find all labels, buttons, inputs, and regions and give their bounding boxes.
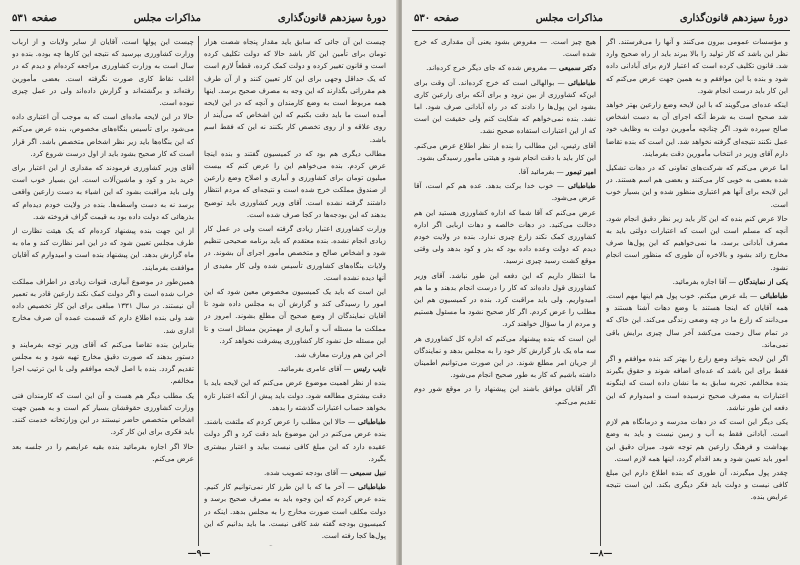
speaker-text: — مفروض شده که جای دیگر خرج کرده‌اند. [426, 63, 557, 73]
header-rule [10, 30, 388, 31]
body-paragraph: چقدر پول میگیرند، آن طوری که بنده اطلاع دارم این مبلغ کافی نیست و دولت باید فکر دیگری بکند. این است نتیجه عرایض بنده. [606, 467, 788, 502]
body-paragraph: از این جهت بنده پیشنهاد کرده‌ام که یک هیئت نظارت از طرف مجلس تعیین شود که در این امر نظارت کند و ماه به ماه گزارش بدهد. این پیشنهاد بنده است و امیدوارم که آقایان موافقت بفرمایند. [12, 226, 194, 272]
body-paragraph: یکی دیگر این است که در دهات مدرسه و درمانگاه هم لازم است. آبادانی فقط به آب و زمین نیست و باید به وضع بهداشت و فرهنگ زارعین هم توجه شود. میزان دقیق این امور باید تعیین شود و بعد اقدام گردد، اینها همه لازم است. [606, 417, 788, 463]
speaker-name: نبیل سمیعی [349, 467, 386, 477]
body-paragraph: این است که بنده پیشنهاد می‌کنم که اداره کل کشاورزی هر سه ماه یک بار گزارش کار خود را به مجلس بدهد و نمایندگان از جریان امر مطلع شوند. در این صورت می‌توانیم اطمینان داشته باشیم که کار به طور صحیح انجام می‌شود. [414, 333, 596, 380]
speaker-paragraph [204, 481, 386, 542]
body-paragraph: همین‌طور در موضوع آبیاری، قنوات زیادی در اطراف مملکت خراب شده است و اگر دولت کمک نکند زارعین قادر به تعمیر آن نیستند. در سال ۱۳۳۱ مبلغی برای این کار تخصیص داده شد ولی بنده اطلاع دارم که قسمت عمده آن صرف مخارج اداری شد. [12, 276, 194, 335]
text-column-right [204, 36, 386, 546]
text-column-left [414, 36, 596, 546]
speaker-paragraph [414, 180, 596, 204]
header-session: دورهٔ سیزدهم قانون‌گذاری [679, 12, 788, 24]
body-paragraph: وزارت کشاورزی اعتبار زیادی گرفته است ولی در عمل کار زیادی انجام نشده. بنده معتقدم که باید برنامه صحیحی تنظیم شود و اشخاص صالح و متخصص مأمور اجرای آن بشوند. در ولایات بنگاه‌های کشاورزی تأسیس شده ولی کار مفیدی از آنها دیده نشده است. [204, 224, 386, 282]
body-paragraph: حالا در این لایحه ماده‌ای است که به موجب آن اعتباری داده می‌شود برای تأسیس بنگاه‌های مخصوص، بنده عرض می‌کنم که این بنگاه‌ها باید زیر نظر اشخاص متخصص باشد. اگر قرار است که کار صحیح بشود باید از اول درست شروع کرد. [12, 112, 194, 158]
speaker-paragraph [606, 276, 788, 288]
body-paragraph [204, 544, 386, 546]
speaker-text: — بفرمائید آقا. [518, 167, 564, 177]
speaker-paragraph [414, 166, 596, 178]
speaker-name: امیر تیمور [566, 167, 596, 177]
page-header [414, 8, 788, 28]
body-paragraph: اینکه عده‌ای می‌گویند که با این لایحه وضع زارعین بهتر خواهد شد صحیح است به شرط آنکه اجرای آن به دست اشخاص صالح سپرده شود. اگر چنانچه مأمورین دولت به وظایف خود عمل نکنند نتیجه‌ای گرفته نخواهد شد. این است که بنده تقاضا دارم آقای وزیر در انتخاب مأمورین دقت بفرمایند. [606, 100, 788, 158]
speaker-name: دکتر سمیعی [558, 63, 596, 73]
body-paragraph: حالا عرض کنم بنده که این کار باید زیر نظر دقیق انجام شود. آنچه که مسلم است این است که اعتبارات دولتی باید به مصرف آبادانی برسد، ما نمی‌خواهیم که این پول‌ها صرف مخارج زائد بشود و بالاخره آن طوری که منظور است انجام نشود. [606, 213, 788, 272]
page-530 [402, 0, 800, 565]
body-paragraph: عرض می‌کنم که آقا شما که اداره کشاورزی هستید این هم دخالت می‌کنید. در دهات خالصه و دهات اربابی اگر اداره کشاورزی کمک نکند زارع چیزی ندارد. بنده در ولایت خودم دیدم که دولت وعده داده بود که بذر و کود بدهد ولی وقتی موقع کشت رسید چیزی نرسید. [414, 207, 596, 266]
speaker-text: — آخر ما که با این طرز کار نمی‌توانیم کار کنیم. بنده عرض کردم که این وجوه باید به مصرف صحیح برسد و دولت مکلف است صورت مخارج را به مجلس بدهد. اینکه در کمیسیون بودجه گفته شد کافی نیست. ما باید بدانیم که این پول‌ها کجا رفته است. [204, 482, 386, 540]
speaker-name: نایب رئیس [353, 364, 386, 374]
body-paragraph: حالا اگر اجازه بفرمائید بنده بقیه عرایضم را در جلسه بعد عرض می‌کنم. [12, 441, 194, 463]
speaker-paragraph [414, 62, 596, 74]
text-column-left [12, 36, 194, 546]
speaker-name: طباطبائی [567, 181, 596, 191]
body-paragraph: اگر این لایحه بتواند وضع زارع را بهتر کند بنده موافقم و اگر فقط برای این باشد که عده‌ای اضافه شوند و حقوق بگیرند بنده مخالفم. تجربه سابق به ما نشان داده است که اینگونه اعتبارات به مصرف صحیح نرسیده است و امیدوارم که این دفعه این طور نباشد. [606, 354, 788, 412]
header-title: مذاکرات مجلس [133, 12, 202, 24]
page-531 [0, 0, 398, 565]
header-page-number: صفحه ۵۳۱ [12, 12, 57, 24]
page-header [12, 8, 386, 28]
speaker-name: طباطبائی [759, 291, 788, 301]
body-paragraph: آخر این هم وزارت معارف شد. [294, 350, 386, 360]
body-paragraph: چیست این آن جائی که سابق باید مقدار پنجاه شصت هزار تومان برای تأمین این کار باشد حالا که دولت تکلیف کرده است و قانون تغییر کرده و دولت کمک کرده، قطعاً لازم است که یک حداقل وجهی برای این کار تعیین کنند و از آن طرف هم مقرراتی بگذارند که این وجه به مصرف صحیح برسد. اینها همه مربوط است به وضع کارمندان و آنچه که در این لایحه آمده است ما باید دقت بکنیم که این اشخاص که می‌آیند از روی علاقه و از روی تخصص کار بکنند نه این که فقط اسم باشد. [204, 37, 386, 144]
speaker-paragraph [606, 290, 788, 351]
body-paragraph: مطالب دیگری هم بود که در کمیسیون گفتند و بنده اینجا عرض کردم. بنده می‌خواهم این را عرض کنم که بیست میلیون تومان برای کشاورزی و آبیاری و اصلاح وضع زارعین از صندوق مملکت خرج شده است و نتیجه‌ای که مردم انتظار داشتند گرفته نشده است. آقای وزیر کشاورزی باید توضیح بدهند که این بودجه‌ها در کجا صرف شده است. [204, 148, 386, 219]
body-paragraph: چیست این پولها است، آقایان از سایر ولایات و از ارباب وزارت کشاورزی بپرسید که نتیجه این کارها چه بوده. بنده دو سال است به وزارت کشاورزی مراجعه کرده‌ام و دیدم که در اغلب نقاط کاری صورت نگرفته است. بعضی مأمورین رفته‌اند و برگشته‌اند و گزارش داده‌اند ولی در عمل چیزی نبوده است. [12, 37, 194, 108]
column-divider [600, 36, 601, 546]
body-paragraph: ما انتظار داریم که این دفعه این طور نباشد. آقای وزیر کشاورزی قول داده‌اند که کار را درست انجام بدهند و ما هم امیدواریم. ولی باید مراقبت کرد. بنده در کمیسیون هم این مطلب را عرض کردم. اگر کار صحیح نشود ما مسئول هستیم و مردم از ما سؤال خواهند کرد. [414, 270, 596, 329]
page-footer-number: —۸— [589, 549, 613, 559]
speaker-text: — آقای بودجه تصویب شده. [263, 467, 348, 477]
body-paragraph: اگر آقایان موافق باشند این پیشنهاد را در موقع شور دوم تقدیم می‌کنم. [414, 384, 596, 406]
page-footer-number: —۹— [187, 549, 211, 559]
body-paragraph: آقای وزیر کشاورزی فرمودند که مقداری از این اعتبار برای خرید بذر و کود و ماشین‌آلات است. این بسیار خوب است ولی باید مراقبت بشود که این اشیاء به دست زارعین واقعی برسد نه به دست واسطه‌ها. بنده در ولایت خودم دیده‌ام که بذرهائی که دولت داده بود به قیمت گزاف فروخته شد. [12, 163, 194, 221]
speaker-text: — بله عرض میکنم. خوب پول هم اینها مهم است. همه آقایان که اینجا هستند با وضع دهات آشنا هستند و می‌دانند که زارع ما در چه وضعی زندگی می‌کند. این خاک که در تمام سال زحمت می‌کشد آخر سال چیزی برایش باقی نمی‌ماند. [606, 291, 788, 349]
body-paragraph: و مؤسسات عمومی بیرون می‌کنند و آنها را می‌فرستند. اگر نظر این باشد که کار تولید را بالا ببرند باید از راه صحیح وارد شد. قانون تکلیف کرده است که اعتبار لازم برای آبادانی داده شود و بنده با این موافقم و به همین جهت عرض می‌کنم که این کار باید درست انجام شود. [606, 37, 788, 95]
speaker-text: — بوالهالی است که خرج کرده‌اند. آن وقت برای این‌که کشاورزی از بین نرود و برای آنکه برای زارعین کاری بشود این پول‌ها را دادند که در راه آبادانی صرف شود. اما نشد. بنده نمی‌خواهم که شکایت کنم ولی حقیقت این است که از این اعتبارات استفاده صحیح نشد. [414, 77, 596, 136]
body-paragraph: هیچ چیز است. — مفروض بشود یعنی آن مقداری که خرج شده است. [414, 37, 596, 59]
body-paragraph: یک مطلب دیگر هم هست و آن این است که کارمندان فنی وزارت کشاورزی حقوقشان بسیار کم است و به همین جهت اشخاص متخصص حاضر نیستند در این وزارتخانه خدمت کنند. باید فکری برای این کار کرد. [12, 390, 194, 437]
header-page-number: صفحه ۵۳۰ [414, 12, 459, 24]
header-session: دورهٔ سیزدهم قانون‌گذاری [277, 12, 386, 24]
speaker-name: طباطبائی [357, 417, 386, 427]
header-rule [412, 30, 790, 31]
speaker-text: — آقا اجازه بفرمائید. [672, 276, 737, 286]
text-column-right [606, 36, 788, 546]
speaker-name: یکی از نمایندگان [738, 276, 788, 286]
header-title: مذاکرات مجلس [535, 12, 604, 24]
speaker-name: طباطبائی [357, 482, 386, 492]
speaker-paragraph [414, 77, 596, 138]
column-divider [198, 36, 199, 546]
speaker-text: — آقای عامری بفرمائید. [278, 364, 352, 374]
speaker-paragraph [204, 416, 386, 465]
body-paragraph: بنابراین بنده تقاضا می‌کنم که آقای وزیر توجه بفرمایند و دستور بدهند که صورت دقیق مخارج تهیه شود و به مجلس تقدیم گردد. بنده با اصل لایحه موافقم ولی با این ترتیب اجرا مخالفم. [12, 339, 194, 386]
body-paragraph: بنده از نظر اهمیت موضوع عرض می‌کنم که این لایحه باید با دقت بیشتری مطالعه شود. دولت باید پیش از آنکه اعتبار تازه بخواهد حساب اعتبارات گذشته را بدهد. [204, 378, 386, 412]
speaker-text: — حالا این مطلب را عرض کردم که ملتفت باشند. بنده عرض می‌کنم در این موضوع باید دقت کرد و اگر دولت عقیده دارد که این مبلغ کافی نیست بیاید و اعتبار بیشتری بگیرد. [204, 417, 386, 463]
speaker-text: — خوب خدا برکت بدهد. عده هم کم است، آقا عرض می‌شود. [414, 181, 596, 203]
speaker-paragraph [204, 467, 386, 479]
body-paragraph: این است که باید یک کمیسیون مخصوص معین شود که این امور را رسیدگی کند و گزارش آن به مجلس داده شود تا آقایان نمایندگان از وضع صحیح آن مطلع بشوند. امروز در مملکت ما مسئله آب و آبیاری از مهمترین مسائل است و تا این مسئله حل نشود کار کشاورزی پیشرفت نخواهد کرد. [204, 287, 386, 345]
speaker-paragraph [204, 363, 386, 375]
body-paragraph: آقای رئیس، این مطالب را بنده از نظر اطلاع عرض می‌کنم. این کار باید با دقت انجام شود و هیئتی مأمور رسیدگی بشود. [414, 140, 596, 162]
body-paragraph: اما عرض می‌کنم که شرکت‌های تعاونی که در دهات تشکیل شده بعضی به خوبی کار می‌کنند و بعضی هم اسم هستند. در این لایحه برای آنها هم اعتباری منظور شده و این بسیار خوب است. [606, 163, 788, 209]
speaker-name: طباطبائی [567, 77, 596, 87]
